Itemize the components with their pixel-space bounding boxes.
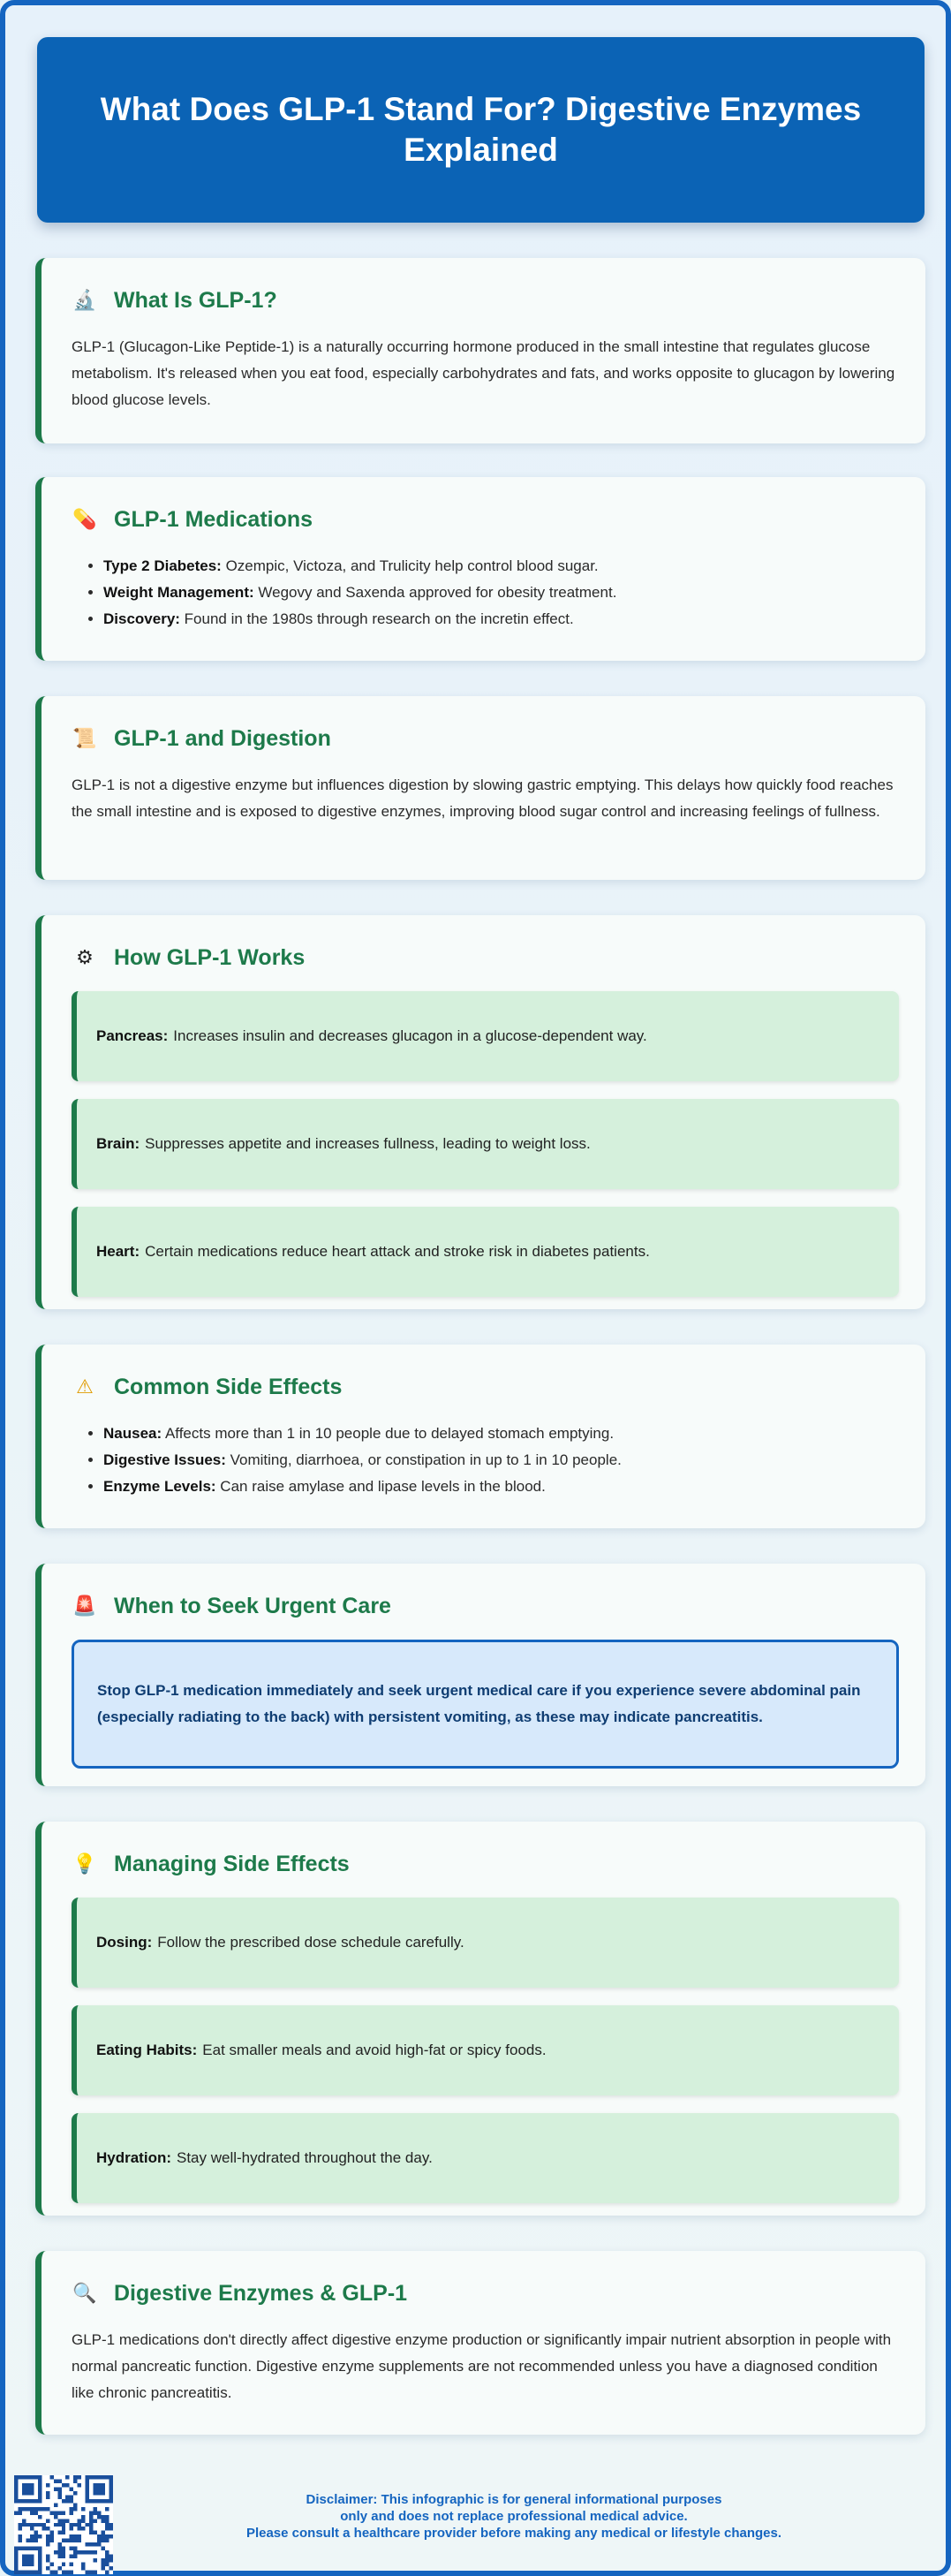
box-label: Heart: bbox=[96, 1243, 140, 1260]
page-header bbox=[37, 37, 925, 223]
section-title: What Is GLP-1? bbox=[114, 287, 277, 313]
item-label: Type 2 Diabetes: bbox=[103, 557, 222, 574]
section-header bbox=[72, 502, 899, 537]
scroll-icon: 📜 bbox=[72, 727, 97, 750]
box-label: Dosing: bbox=[96, 1934, 153, 1951]
section-title: How GLP-1 Works bbox=[114, 944, 306, 970]
section-title: GLP-1 and Digestion bbox=[114, 725, 331, 751]
info-box bbox=[72, 1898, 899, 1988]
qr-code-icon[interactable] bbox=[14, 2475, 113, 2574]
section-managing-side-effects bbox=[35, 1822, 925, 2216]
section-header bbox=[72, 283, 899, 318]
box-text: Eat smaller meals and avoid high-fat or spicy foods. bbox=[202, 2042, 547, 2058]
section-title: Digestive Enzymes & GLP-1 bbox=[114, 2280, 408, 2306]
section-text: GLP-1 (Glucagon-Like Peptide-1) is a naturally occurring hormone produced in the small intestine that regulates glucose metabolism. It's released when you eat food, especially carbohydrates and fats, and works opposite to glucagon by lowering blood glucose levels. bbox=[72, 338, 895, 408]
box-text: Follow the prescribed dose schedule carefully. bbox=[157, 1934, 464, 1951]
page-title: What Does GLP-1 Stand For? Digestive Enzymes Explained bbox=[100, 90, 862, 168]
item-text: Affects more than 1 in 10 people due to delayed stomach emptying. bbox=[164, 1425, 615, 1442]
section-title: Common Side Effects bbox=[114, 1374, 343, 1399]
info-box bbox=[72, 1207, 899, 1297]
box-label: Brain: bbox=[96, 1135, 140, 1152]
disclaimer-label: Disclaimer: bbox=[306, 2492, 378, 2507]
info-box bbox=[72, 2113, 899, 2203]
section-header bbox=[72, 721, 899, 756]
item-label: Digestive Issues: bbox=[103, 1451, 226, 1468]
section-what-is-glp1 bbox=[35, 258, 925, 443]
bullet-list bbox=[72, 1421, 899, 1500]
disclaimer-line-2: only and does not replace professional medical advice. bbox=[340, 2509, 688, 2524]
item-text: Found in the 1980s through research on the incretin effect. bbox=[184, 610, 574, 627]
item-text: Vomiting, diarrhoea, or constipation in up to 1 in 10 people. bbox=[230, 1451, 622, 1468]
info-box-list bbox=[72, 991, 899, 1297]
lightbulb-icon: 💡 bbox=[72, 1852, 97, 1875]
section-text: GLP-1 medications don't directly affect digestive enzyme production or significantly impair nutrient absorption in people with normal pancreatic function. Digestive enzyme supplements are not recommended unless you have a diagnosed condition like chronic pancreatitis. bbox=[72, 2331, 892, 2401]
section-header bbox=[72, 1369, 899, 1405]
section-how-glp1-works bbox=[35, 915, 925, 1309]
siren-icon: 🚨 bbox=[72, 1595, 97, 1618]
box-text: Suppresses appetite and increases fullness, leading to weight loss. bbox=[145, 1135, 591, 1152]
list-item bbox=[103, 553, 899, 580]
item-label: Nausea: bbox=[103, 1425, 162, 1442]
magnifier-icon: 🔍 bbox=[72, 2282, 97, 2305]
section-glp1-digestion bbox=[35, 696, 925, 880]
item-label: Weight Management: bbox=[103, 584, 254, 601]
box-label: Eating Habits: bbox=[96, 2042, 198, 2058]
section-title: Managing Side Effects bbox=[114, 1851, 350, 1876]
item-label: Discovery: bbox=[103, 610, 180, 627]
section-header bbox=[72, 1846, 899, 1882]
box-label: Hydration: bbox=[96, 2149, 171, 2166]
pill-icon: 💊 bbox=[72, 508, 97, 531]
disclaimer bbox=[170, 2491, 858, 2542]
section-digestive-enzymes bbox=[35, 2251, 925, 2435]
info-box bbox=[72, 991, 899, 1081]
bullet-list bbox=[72, 553, 899, 633]
box-label: Pancreas: bbox=[96, 1027, 169, 1044]
list-item bbox=[103, 1474, 899, 1500]
disclaimer-text: This infographic is for general informational purposes bbox=[381, 2492, 722, 2507]
list-item bbox=[103, 580, 899, 606]
item-text: Can raise amylase and lipase levels in the blood. bbox=[220, 1478, 546, 1495]
disclaimer-line-3: Please consult a healthcare provider before making any medical or lifestyle changes. bbox=[245, 2526, 782, 2541]
section-urgent-care bbox=[35, 1564, 925, 1786]
info-box bbox=[72, 1099, 899, 1189]
section-title: When to Seek Urgent Care bbox=[114, 1593, 391, 1618]
item-label: Enzyme Levels: bbox=[103, 1478, 216, 1495]
section-glp1-medications bbox=[35, 477, 925, 661]
section-common-side-effects bbox=[35, 1345, 925, 1528]
footer bbox=[11, 2470, 951, 2576]
list-item bbox=[103, 1421, 899, 1447]
gear-icon: ⚙ bbox=[76, 946, 94, 969]
urgent-alert-box: Stop GLP-1 medication immediately and seek urgent medical care if you experience severe abdominal pain (especially radiating to the back) with persistent vomiting, as these may indicate pancreatitis. bbox=[72, 1640, 899, 1769]
info-box-list bbox=[72, 1898, 899, 2203]
list-item bbox=[103, 606, 899, 633]
item-text: Ozempic, Victoza, and Trulicity help control blood sugar. bbox=[225, 557, 599, 574]
section-header bbox=[72, 2276, 899, 2311]
box-text: Certain medications reduce heart attack and stroke risk in diabetes patients. bbox=[145, 1243, 650, 1260]
microscope-icon: 🔬 bbox=[72, 289, 97, 312]
box-text: Stay well-hydrated throughout the day. bbox=[177, 2149, 433, 2166]
box-text: Increases insulin and decreases glucagon in a glucose-dependent way. bbox=[173, 1027, 647, 1044]
warning-icon: ⚠ bbox=[76, 1375, 94, 1398]
info-box bbox=[72, 2005, 899, 2095]
section-header bbox=[72, 940, 899, 975]
section-text: GLP-1 is not a digestive enzyme but influences digestion by slowing gastric emptying. This delays how quickly food reaches the small intestine and is exposed to digestive enzymes, improving blood sugar control and increasing feelings of fullness. bbox=[72, 777, 894, 820]
section-title: GLP-1 Medications bbox=[114, 506, 313, 532]
item-text: Wegovy and Saxenda approved for obesity treatment. bbox=[258, 584, 617, 601]
disclaimer-line-1 bbox=[170, 2491, 858, 2508]
section-header bbox=[72, 1588, 899, 1624]
list-item bbox=[103, 1447, 899, 1474]
